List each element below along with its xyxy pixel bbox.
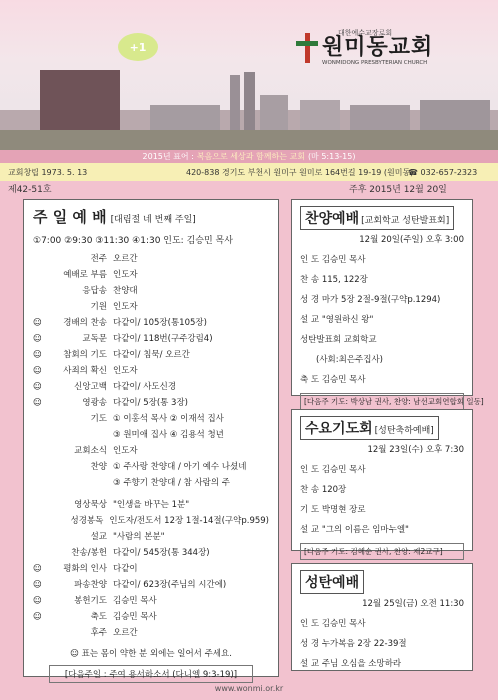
order-item-value: 다같이 bbox=[113, 564, 138, 574]
praise-title: 찬양예배 bbox=[305, 211, 360, 227]
order-item bbox=[33, 283, 269, 299]
next-sunday-ref: [다음주일 : 주여 용서하소서 (다니엘 9:3-19)] bbox=[49, 665, 253, 683]
info-line: 성 경 누가복음 2장 22-39절 bbox=[300, 639, 407, 649]
order-item bbox=[33, 545, 269, 561]
motto-reference: (마 5:13-15) bbox=[307, 152, 356, 161]
prayer-line-1: ① 이홍석 목사 ② 이재석 집사 bbox=[113, 414, 224, 424]
order-item-label: 교회소식 bbox=[74, 446, 107, 456]
order-item bbox=[33, 251, 269, 267]
standing-mark-icon: ☺ bbox=[33, 596, 42, 606]
standing-mark-icon bbox=[33, 625, 47, 641]
info-line: 인 도 김승민 목사 bbox=[300, 255, 366, 265]
standing-mark-icon bbox=[33, 513, 46, 529]
choir-row bbox=[33, 459, 269, 475]
standing-mark-icon: ☺ bbox=[33, 334, 42, 344]
order-item-value: "사람의 본분" bbox=[113, 532, 165, 542]
info-line: 성탄발표회 교회학교 bbox=[300, 335, 377, 345]
standing-mark-icon: ☺ bbox=[33, 612, 42, 622]
order-item-value: 오르간 bbox=[113, 254, 138, 264]
order-item-label: 신앙고백 bbox=[74, 382, 107, 392]
info-line: (사회:최은주집사) bbox=[316, 355, 383, 365]
city-skyline-image bbox=[0, 70, 498, 150]
order-item-label: 영광송 bbox=[82, 398, 107, 408]
order-item-value: 인도자 bbox=[113, 270, 138, 280]
worship-title: 주 일 예 배 bbox=[33, 208, 107, 226]
order-item-label: 교독문 bbox=[82, 334, 107, 344]
order-item-label: 파송찬양 bbox=[74, 580, 107, 590]
order-item bbox=[33, 331, 269, 347]
order-item-value: 인도자 bbox=[113, 446, 138, 456]
logo-english-name: WONMIDONG PRESBYTERIAN CHURCH bbox=[322, 60, 428, 66]
order-item bbox=[33, 363, 269, 379]
order-item-label: 응답송 bbox=[82, 286, 107, 296]
prayer-row-2 bbox=[33, 427, 269, 443]
order-item bbox=[33, 529, 269, 545]
church-info-bar bbox=[0, 163, 498, 181]
choir-line-1: ① 주사랑 찬양대 / 아기 예수 나셨네 bbox=[113, 462, 247, 472]
wednesday-title-box bbox=[300, 416, 439, 440]
standing-mark-icon: ☺ bbox=[33, 398, 42, 408]
order-item-label: 축도 bbox=[90, 612, 107, 622]
issue-number: 제42-51호 bbox=[8, 185, 52, 195]
order-item bbox=[33, 561, 269, 577]
info-line: 찬 송 120장 bbox=[300, 485, 347, 495]
motto-text: 복음으로 세상과 함께하는 교회 bbox=[196, 152, 305, 161]
standing-mark-icon bbox=[33, 529, 47, 545]
choir-label: 찬양 bbox=[90, 462, 107, 472]
worship-subtitle: [대림절 네 번째 주일] bbox=[110, 215, 196, 225]
standing-mark-icon bbox=[33, 545, 47, 561]
wednesday-next: [다음주 기도: 김혜순 권사, 찬양: 제2교구] bbox=[300, 543, 464, 560]
standing-mark-icon bbox=[33, 251, 47, 267]
order-item-label: 설교 bbox=[90, 532, 107, 542]
order-item-value: 다같이/ 545장(통 344장) bbox=[113, 548, 210, 558]
order-item-label: 사죄의 확신 bbox=[63, 366, 107, 376]
info-line: 설 교 "영원하신 왕" bbox=[300, 315, 374, 325]
order-item-label: 경배의 찬송 bbox=[63, 318, 107, 328]
prayer-row bbox=[33, 411, 269, 427]
info-line: 인 도 김승민 목사 bbox=[300, 465, 366, 475]
info-line: 인 도 김승민 목사 bbox=[300, 619, 366, 629]
order-item-value: 김승민 목사 bbox=[113, 596, 157, 606]
order-item bbox=[33, 593, 269, 609]
order-item-value: 찬양대 bbox=[113, 286, 138, 296]
worship-order-list-2 bbox=[33, 443, 269, 459]
website-url[interactable]: www.wonmi.or.kr bbox=[214, 684, 284, 693]
prayer-label: 기도 bbox=[90, 414, 107, 424]
info-line: 설 교 "그의 이름은 임마누엘" bbox=[300, 525, 409, 535]
order-item bbox=[33, 299, 269, 315]
standing-mark-icon bbox=[33, 299, 47, 315]
founded-date: 교회창립 1973. 5. 13 bbox=[8, 167, 88, 177]
issue-bar bbox=[0, 181, 498, 195]
order-item-label: 성경봉독 bbox=[70, 516, 104, 526]
church-phone: ☎ 032-657-2323 bbox=[408, 167, 478, 177]
sunday-worship-box bbox=[23, 199, 279, 680]
worship-order-list bbox=[33, 251, 269, 411]
worship-title-row bbox=[33, 206, 269, 227]
order-item bbox=[33, 347, 269, 363]
praise-lines bbox=[300, 250, 464, 390]
order-item-label: 기원 bbox=[90, 302, 107, 312]
christmas-datetime: 12월 25일(금) 오전 11:30 bbox=[362, 599, 464, 609]
info-line: 성 경 마가 5장 2절-9절(구약p.1294) bbox=[300, 295, 441, 305]
order-item-value: 다같이/ 사도신경 bbox=[113, 382, 177, 392]
order-item-value: "인생을 바꾸는 1분" bbox=[113, 500, 190, 510]
order-item bbox=[33, 513, 269, 529]
order-item-label: 후주 bbox=[90, 628, 107, 638]
order-item bbox=[33, 379, 269, 395]
order-item-value: 오르간 bbox=[113, 628, 138, 638]
info-line: 축 도 김승민 목사 bbox=[300, 375, 366, 385]
order-item bbox=[33, 609, 269, 625]
christmas-title-box bbox=[300, 570, 364, 594]
church-address: 420-838 경기도 부천시 원미구 원미로 164번길 19-19 (원미동) bbox=[186, 167, 414, 177]
standing-mark-icon: ☺ bbox=[33, 366, 42, 376]
standing-mark-icon: ☺ bbox=[33, 350, 42, 360]
christmas-title: 성탄예배 bbox=[305, 575, 360, 591]
christmas-service-box bbox=[291, 563, 473, 671]
praise-title-box bbox=[300, 206, 454, 230]
order-item-value: 인도자/전도서 12장 1절-14절(구약p.959) bbox=[109, 516, 269, 526]
order-item bbox=[33, 267, 269, 283]
standing-mark-icon: ☺ bbox=[33, 580, 42, 590]
info-line: 기 도 박명현 장로 bbox=[300, 505, 366, 515]
wednesday-lines bbox=[300, 460, 464, 540]
prayer-line-2: ③ 원미애 집사 ④ 김용석 청년 bbox=[113, 430, 224, 440]
standing-mark-icon: ☺ bbox=[33, 382, 42, 392]
order-item-value: 인도자 bbox=[113, 366, 138, 376]
order-item-label: 찬송/봉헌 bbox=[71, 548, 107, 558]
motto-prefix: 2015년 표어 : bbox=[142, 152, 194, 161]
order-item bbox=[33, 443, 269, 459]
standing-note: ☺ 표는 몸이 약한 분 외에는 일어서 주세요. bbox=[70, 649, 232, 659]
worship-order-list-3 bbox=[33, 497, 269, 641]
wednesday-title: 수요기도회 bbox=[305, 421, 373, 437]
order-item bbox=[33, 625, 269, 641]
choir-row-2 bbox=[33, 475, 269, 491]
info-line: 찬 송 115, 122장 bbox=[300, 275, 368, 285]
worship-times: ①7:00 ②9:30 ③11:30 ④1:30 인도: 김승민 목사 bbox=[33, 236, 233, 246]
order-item bbox=[33, 315, 269, 331]
praise-service-box bbox=[291, 199, 484, 406]
praise-next: [다음주 기도: 박상남 권사, 찬양: 남선교회연합회 일동] bbox=[300, 393, 464, 410]
praise-datetime: 12월 20일(주일) 오후 3:00 bbox=[359, 235, 464, 245]
order-item-label: 평화의 인사 bbox=[63, 564, 107, 574]
cross-icon bbox=[296, 33, 318, 63]
order-item-label: 전주 bbox=[90, 254, 107, 264]
order-item-label: 참회의 기도 bbox=[63, 350, 107, 360]
order-item-label: 봉헌기도 bbox=[74, 596, 107, 606]
plus-one-badge: +1 bbox=[118, 33, 158, 61]
standing-mark-icon bbox=[33, 497, 47, 513]
order-item bbox=[33, 395, 269, 411]
standing-mark-icon bbox=[33, 443, 47, 459]
info-line: 설 교 주님 오심을 소망하라 bbox=[300, 659, 402, 669]
wednesday-datetime: 12월 23일(수) 오후 7:30 bbox=[367, 445, 464, 455]
wednesday-prayer-box bbox=[291, 409, 473, 556]
motto-banner bbox=[0, 150, 498, 163]
standing-mark-icon: ☺ bbox=[33, 564, 42, 574]
choir-line-2: ③ 주향기 찬양대 / 참 사람의 주 bbox=[113, 478, 231, 488]
church-logo bbox=[296, 30, 433, 67]
order-item-label: 예배로 부름 bbox=[63, 270, 107, 280]
issue-date: 주후 2015년 12월 20일 bbox=[349, 185, 447, 195]
logo-denomination: 대한예수교장로회 bbox=[338, 29, 393, 37]
order-item bbox=[33, 497, 269, 513]
order-item-value: 다같이/ 118번(구주강림4) bbox=[113, 334, 213, 344]
christmas-lines bbox=[300, 614, 464, 674]
order-item-value: 김승민 목사 bbox=[113, 612, 157, 622]
logo-church-name: 원미동교회 bbox=[322, 35, 434, 60]
wednesday-subtitle: [성탄축하예배] bbox=[374, 426, 434, 436]
praise-subtitle: [교회학교 성탄발표회] bbox=[361, 216, 450, 226]
order-item-value: 인도자 bbox=[113, 302, 138, 312]
order-item-value: 다같이/ 5장(통 3장) bbox=[113, 398, 188, 408]
order-item-label: 영상묵상 bbox=[74, 500, 107, 510]
standing-mark-icon bbox=[33, 267, 47, 283]
order-item-value: 다같이/ 침묵/ 오르간 bbox=[113, 350, 190, 360]
order-item-value: 다같이/ 105장(통105장) bbox=[113, 318, 207, 328]
order-item bbox=[33, 577, 269, 593]
standing-mark-icon: ☺ bbox=[33, 318, 42, 328]
header-photo bbox=[0, 0, 498, 150]
order-item-value: 다같이/ 623장(주님의 시간에) bbox=[113, 580, 227, 590]
standing-mark-icon bbox=[33, 283, 47, 299]
